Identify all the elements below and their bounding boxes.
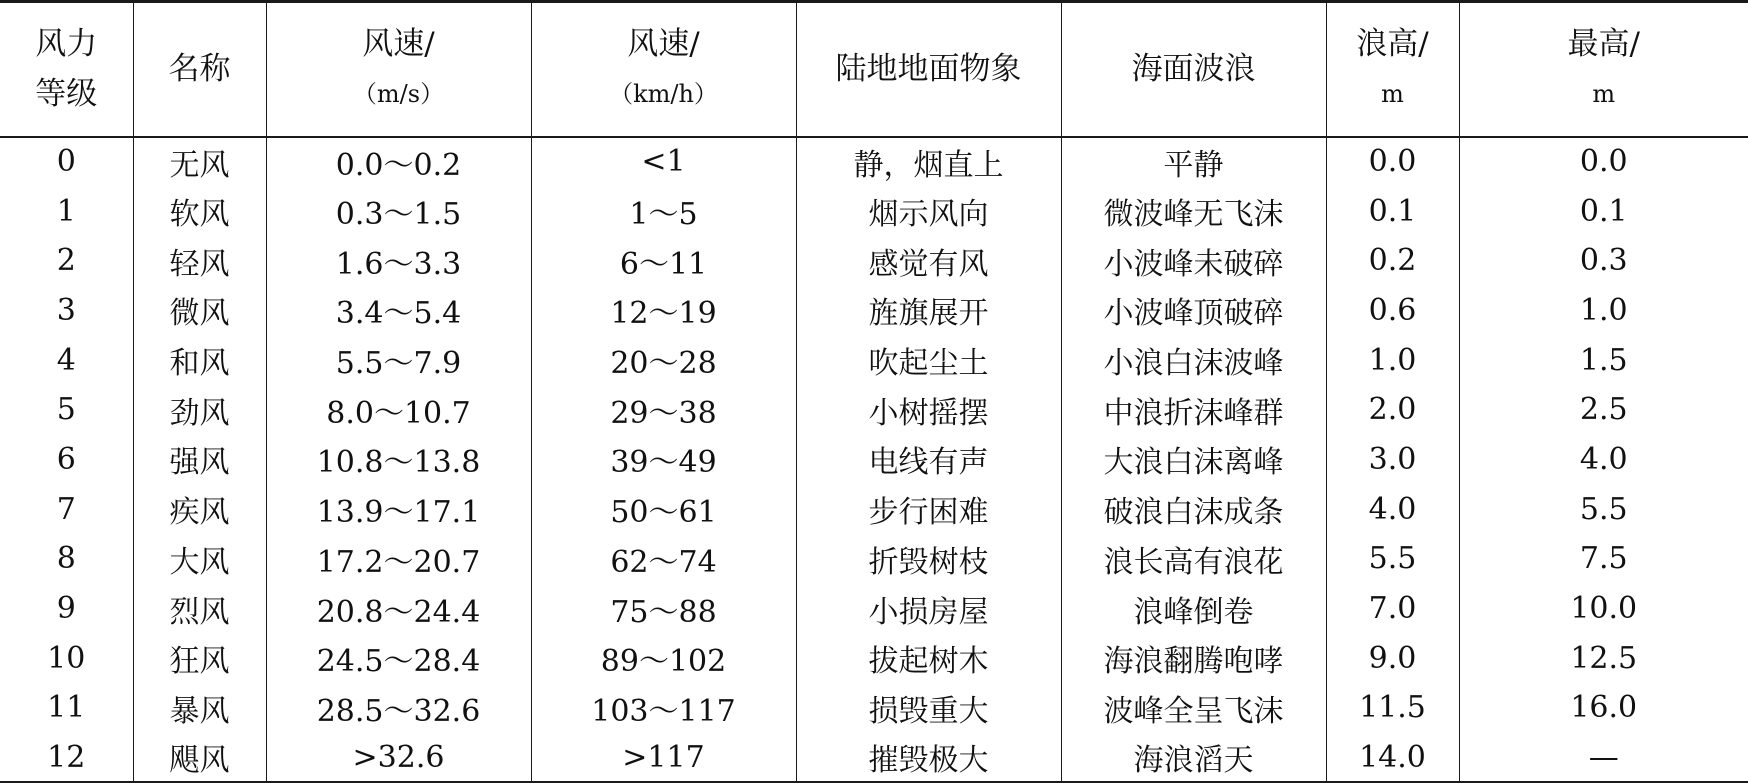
cell-name: 强风 [133,435,266,485]
table-row [0,335,1748,385]
cell-name: 飓风 [133,733,266,783]
header-cell-land [796,2,1061,137]
header-cell-speed-ms [266,2,531,137]
table-row [0,534,1748,584]
table-row [0,584,1748,634]
cell-max-height: 2.5 [1459,385,1748,435]
header-text: 风速/ [532,19,796,69]
cell-land-effect: 烟示风向 [796,186,1061,236]
cell-sea-wave: 海浪翻腾咆哮 [1061,633,1326,683]
table-row [0,186,1748,236]
header-unit: （m/s） [267,69,531,119]
cell-speed-ms: 28.5～32.6 [266,683,531,733]
table-row [0,137,1748,187]
cell-max-height: 5.5 [1459,484,1748,534]
cell-sea-wave: 海浪滔天 [1061,733,1326,783]
cell-name: 轻风 [133,236,266,286]
cell-level: 10 [0,633,133,683]
cell-speed-kmh: 103～117 [531,683,796,733]
cell-land-effect: 折毁树枝 [796,534,1061,584]
cell-speed-ms: 10.8～13.8 [266,435,531,485]
cell-sea-wave: 中浪折沫峰群 [1061,385,1326,435]
cell-speed-kmh: 50～61 [531,484,796,534]
cell-speed-kmh: 89～102 [531,633,796,683]
cell-land-effect: 小损房屋 [796,584,1061,634]
cell-wave-height: 11.5 [1326,683,1459,733]
cell-level: 0 [0,137,133,187]
header-text: 浪高/ [1327,19,1459,69]
cell-speed-kmh: 12～19 [531,286,796,336]
header-text: 陆地地面物象 [797,44,1061,94]
cell-name: 烈风 [133,584,266,634]
cell-sea-wave: 微波峰无飞沫 [1061,186,1326,236]
cell-wave-height: 0.6 [1326,286,1459,336]
cell-speed-kmh: 39～49 [531,435,796,485]
cell-speed-ms: 8.0～10.7 [266,385,531,435]
header-text: 风力 [0,19,133,69]
cell-land-effect: 感觉有风 [796,236,1061,286]
cell-level: 12 [0,733,133,783]
cell-max-height: 1.5 [1459,335,1748,385]
header-text: 最高/ [1460,19,1748,69]
header-row [0,2,1748,137]
cell-speed-ms: 13.9～17.1 [266,484,531,534]
cell-name: 无风 [133,137,266,187]
cell-sea-wave: 浪峰倒卷 [1061,584,1326,634]
cell-wave-height: 9.0 [1326,633,1459,683]
cell-wave-height: 0.1 [1326,186,1459,236]
cell-speed-ms: 3.4～5.4 [266,286,531,336]
cell-land-effect: 旌旗展开 [796,286,1061,336]
cell-wave-height: 0.0 [1326,137,1459,187]
cell-max-height: 0.0 [1459,137,1748,187]
cell-name: 疾风 [133,484,266,534]
cell-name: 微风 [133,286,266,336]
cell-max-height: 12.5 [1459,633,1748,683]
cell-wave-height: 0.2 [1326,236,1459,286]
cell-speed-ms: 0.3～1.5 [266,186,531,236]
cell-level: 7 [0,484,133,534]
cell-speed-kmh: 75～88 [531,584,796,634]
cell-level: 6 [0,435,133,485]
cell-max-height: 1.0 [1459,286,1748,336]
cell-name: 暴风 [133,683,266,733]
cell-name: 和风 [133,335,266,385]
table-body [0,137,1748,783]
header-cell-speed-kmh [531,2,796,137]
cell-land-effect: 步行困难 [796,484,1061,534]
cell-land-effect: 静，烟直上 [796,137,1061,187]
header-text: 等级 [0,69,133,119]
table-row [0,385,1748,435]
cell-speed-kmh: 62～74 [531,534,796,584]
cell-sea-wave: 小波峰顶破碎 [1061,286,1326,336]
header-unit: （km/h） [532,69,796,119]
cell-speed-ms: 24.5～28.4 [266,633,531,683]
header-unit: m [1327,69,1459,119]
cell-wave-height: 5.5 [1326,534,1459,584]
cell-sea-wave: 小浪白沫波峰 [1061,335,1326,385]
header-cell-sea [1061,2,1326,137]
cell-speed-kmh: 29～38 [531,385,796,435]
header-cell-level [0,2,133,137]
cell-speed-kmh: <1 [531,137,796,187]
cell-wave-height: 14.0 [1326,733,1459,783]
cell-land-effect: 摧毁极大 [796,733,1061,783]
table-row [0,435,1748,485]
cell-level: 5 [0,385,133,435]
cell-name: 狂风 [133,633,266,683]
header-text: 海面波浪 [1062,44,1326,94]
cell-max-height: 16.0 [1459,683,1748,733]
cell-level: 8 [0,534,133,584]
cell-wave-height: 3.0 [1326,435,1459,485]
cell-sea-wave: 平静 [1061,137,1326,187]
cell-land-effect: 小树摇摆 [796,385,1061,435]
cell-land-effect: 拔起树木 [796,633,1061,683]
cell-speed-ms: 5.5～7.9 [266,335,531,385]
cell-land-effect: 电线有声 [796,435,1061,485]
cell-speed-ms: 0.0～0.2 [266,137,531,187]
table-row [0,683,1748,733]
table-row [0,286,1748,336]
cell-name: 大风 [133,534,266,584]
cell-sea-wave: 大浪白沫离峰 [1061,435,1326,485]
cell-speed-kmh: 6～11 [531,236,796,286]
cell-max-height: 7.5 [1459,534,1748,584]
header-cell-wave-height [1326,2,1459,137]
cell-name: 劲风 [133,385,266,435]
cell-speed-kmh: 20～28 [531,335,796,385]
header-cell-max-height [1459,2,1748,137]
cell-sea-wave: 波峰全呈飞沫 [1061,683,1326,733]
cell-land-effect: 吹起尘土 [796,335,1061,385]
cell-max-height: 0.1 [1459,186,1748,236]
cell-speed-ms: >32.6 [266,733,531,783]
cell-name: 软风 [133,186,266,236]
cell-speed-kmh: 1～5 [531,186,796,236]
cell-max-height: — [1459,733,1748,783]
table-header [0,2,1748,137]
cell-wave-height: 2.0 [1326,385,1459,435]
header-unit: m [1460,69,1748,119]
table-row [0,236,1748,286]
cell-wave-height: 1.0 [1326,335,1459,385]
cell-sea-wave: 小波峰未破碎 [1061,236,1326,286]
table-row [0,633,1748,683]
header-cell-name [133,2,266,137]
cell-max-height: 10.0 [1459,584,1748,634]
cell-level: 11 [0,683,133,733]
cell-wave-height: 7.0 [1326,584,1459,634]
cell-speed-ms: 17.2～20.7 [266,534,531,584]
cell-land-effect: 损毁重大 [796,683,1061,733]
cell-level: 9 [0,584,133,634]
header-text: 风速/ [267,19,531,69]
cell-level: 3 [0,286,133,336]
cell-speed-kmh: >117 [531,733,796,783]
cell-max-height: 4.0 [1459,435,1748,485]
cell-speed-ms: 1.6～3.3 [266,236,531,286]
cell-speed-ms: 20.8～24.4 [266,584,531,634]
cell-sea-wave: 破浪白沫成条 [1061,484,1326,534]
cell-sea-wave: 浪长高有浪花 [1061,534,1326,584]
table-row [0,733,1748,783]
table-row [0,484,1748,534]
cell-level: 4 [0,335,133,385]
cell-wave-height: 4.0 [1326,484,1459,534]
header-text: 名称 [134,44,266,94]
cell-max-height: 0.3 [1459,236,1748,286]
cell-level: 2 [0,236,133,286]
cell-level: 1 [0,186,133,236]
